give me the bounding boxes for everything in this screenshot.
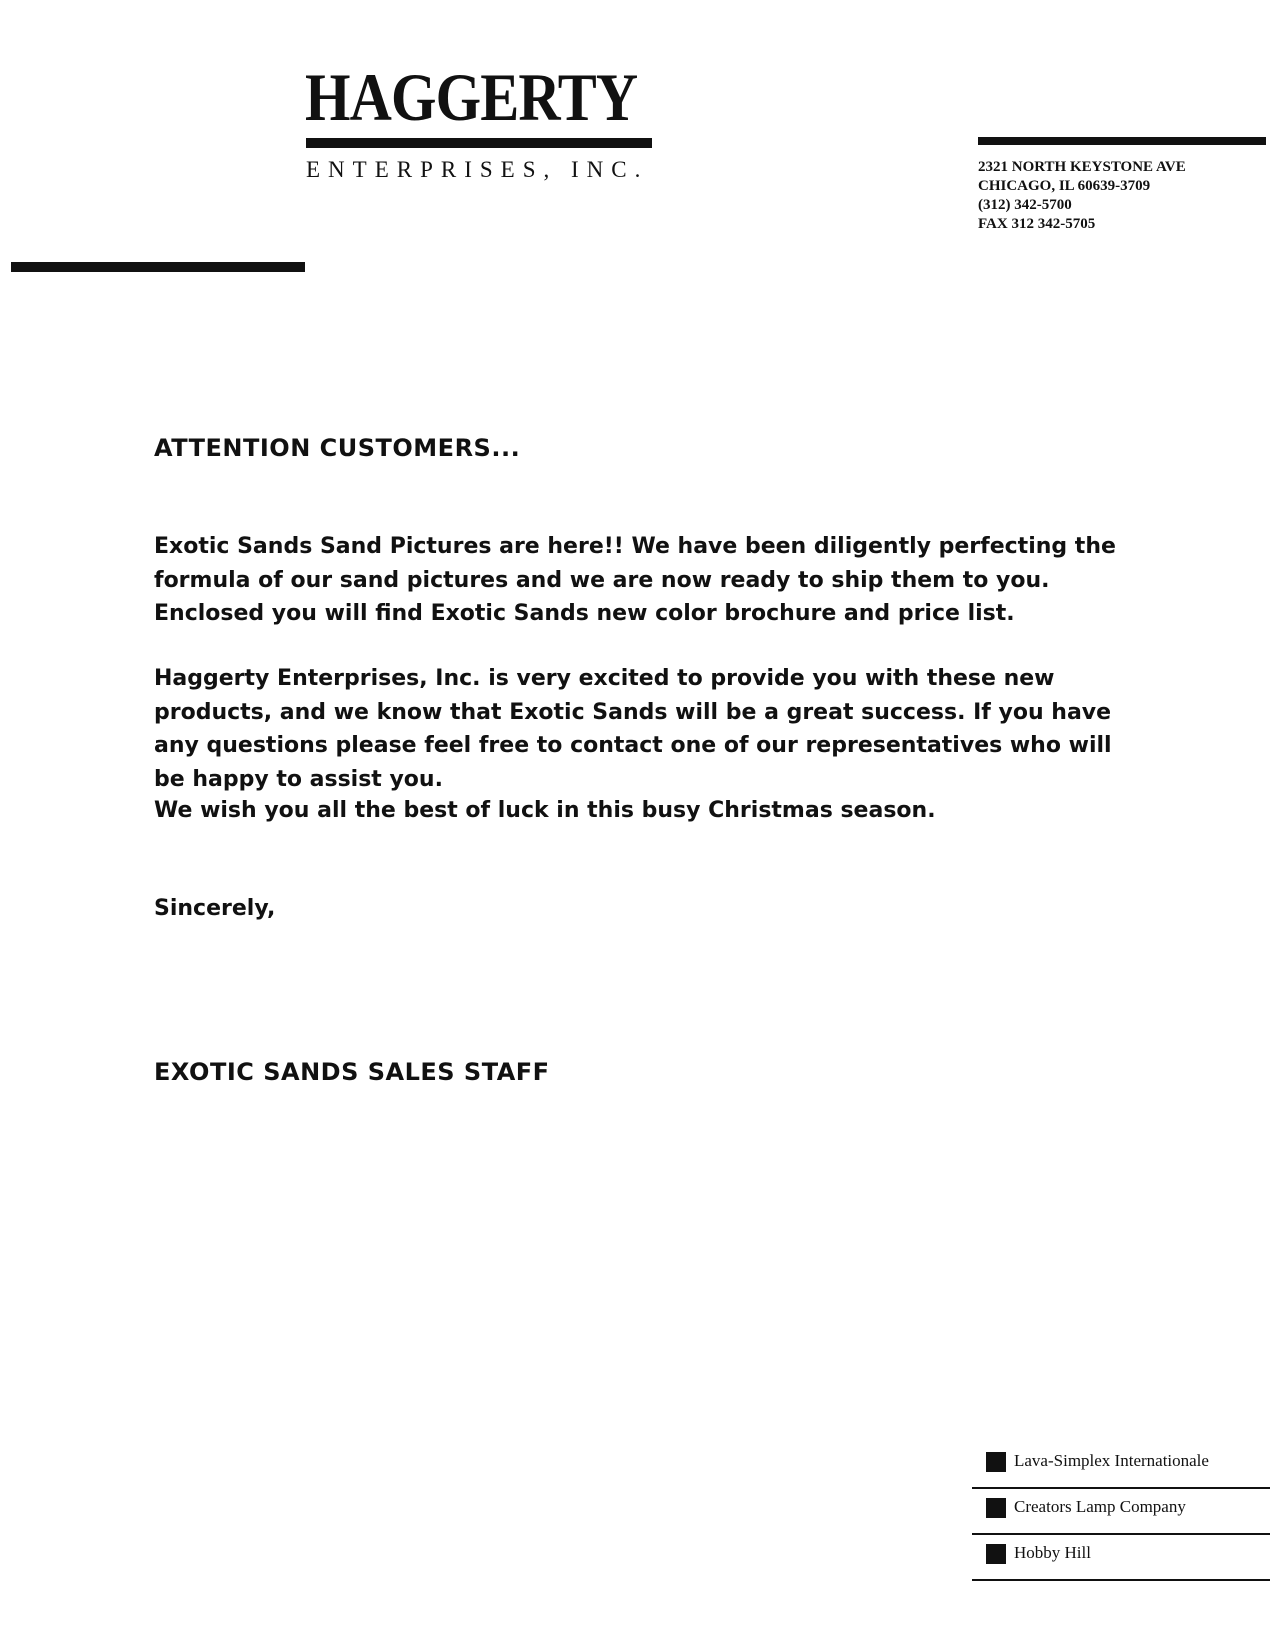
company-logo-subtitle: ENTERPRISES, INC. [306,157,649,182]
attention-heading: ATTENTION CUSTOMERS... [154,434,521,462]
address-rule [978,137,1266,145]
company-list-item [972,1443,1270,1489]
letter-paragraph: Exotic Sands Sand Pictures are here!! We have been diligently perfecting the formula of our sand pictures and we are now ready to ship them to you. Enclosed you will find Exotic Sands new color brochure and price list. [154,534,1116,626]
company-name: Lava-Simplex Internationale [1014,1451,1209,1470]
company-list-item [972,1489,1270,1535]
letterhead-rule [11,262,305,272]
address-line: (312) 342-5700 [978,197,1072,213]
address-line: FAX 312 342-5705 [978,216,1096,232]
square-bullet-icon [986,1498,1006,1518]
square-bullet-icon [986,1452,1006,1472]
company-name: Creators Lamp Company [1014,1497,1186,1516]
company-logo-title: HAGGERTY [305,59,638,135]
affiliated-companies [972,1443,1270,1581]
address-line: CHICAGO, IL 60639-3709 [978,178,1151,194]
company-address [978,158,1186,234]
logo-underline [306,138,652,148]
address-line: 2321 NORTH KEYSTONE AVE [978,159,1186,175]
letter-paragraph: Haggerty Enterprises, Inc. is very excited to provide you with these new products, and we know that Exotic Sands will be a great success. If you have any questions please feel free to contact one of our representatives who will be happy to assist you. [154,666,1112,792]
company-name: Hobby Hill [1014,1543,1091,1562]
square-bullet-icon [986,1544,1006,1564]
letter-signature: EXOTIC SANDS SALES STAFF [154,1058,550,1086]
letter-closing: Sincerely, [154,896,276,921]
letter-paragraph: We wish you all the best of luck in this busy Christmas season. [154,798,936,823]
company-list-item [972,1535,1270,1581]
